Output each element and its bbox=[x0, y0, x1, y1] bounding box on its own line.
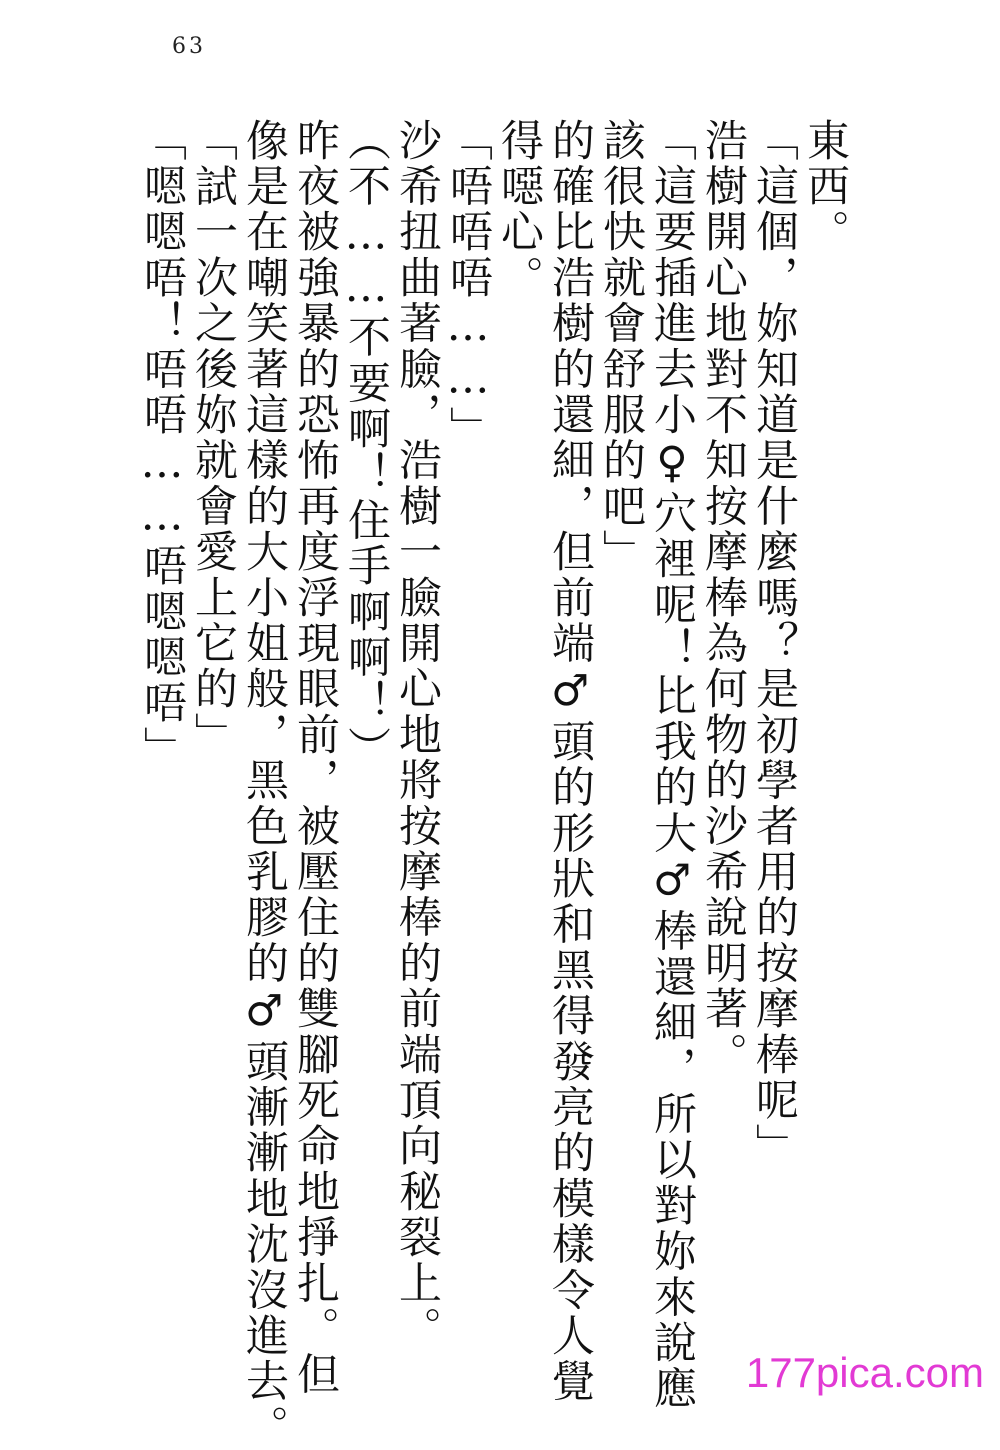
text-line: 「這個，妳知道是什麼嗎？是初學者用的按摩棒呢」 bbox=[749, 118, 799, 1170]
text-line: 得噁心。 bbox=[494, 118, 544, 301]
text-line: （不……不要啊！住手啊啊！） bbox=[341, 118, 391, 772]
text-line: 的確比浩樹的還細，但前端♂頭的形狀和黑得發亮的模樣令人覺 bbox=[545, 118, 595, 1405]
text-line: 沙希扭曲著臉，浩樹一臉開心地將按摩棒的前端頂向秘裂上。 bbox=[392, 118, 442, 1352]
watermark: 177pica.com bbox=[745, 1349, 984, 1396]
text-line: 「唔唔唔……」 bbox=[443, 118, 493, 452]
text-line: 像是在嘲笑著這樣的大小姐般，黑色乳膠的♂頭漸漸地沈沒進去。 bbox=[239, 118, 289, 1450]
text-line: 「這要插進去小♀穴裡呢！比我的大♂棒還細，所以對妳來說應 bbox=[647, 118, 697, 1412]
text-line: 東西。 bbox=[800, 118, 850, 256]
text-line: 「試一次之後妳就會愛上它的」 bbox=[188, 118, 238, 758]
text-line: 該很快就會舒服的吧」 bbox=[596, 118, 646, 575]
body-text bbox=[137, 118, 850, 1450]
text-line: 「嗯嗯唔！唔唔……唔嗯嗯唔」 bbox=[137, 118, 187, 772]
text-line: 浩樹開心地對不知按摩棒為何物的沙希說明著。 bbox=[698, 118, 748, 1078]
text-line: 昨夜被強暴的恐怖再度浮現眼前，被壓住的雙腳死命地掙扎。但 bbox=[290, 118, 340, 1398]
page-number: 63 bbox=[172, 34, 206, 59]
